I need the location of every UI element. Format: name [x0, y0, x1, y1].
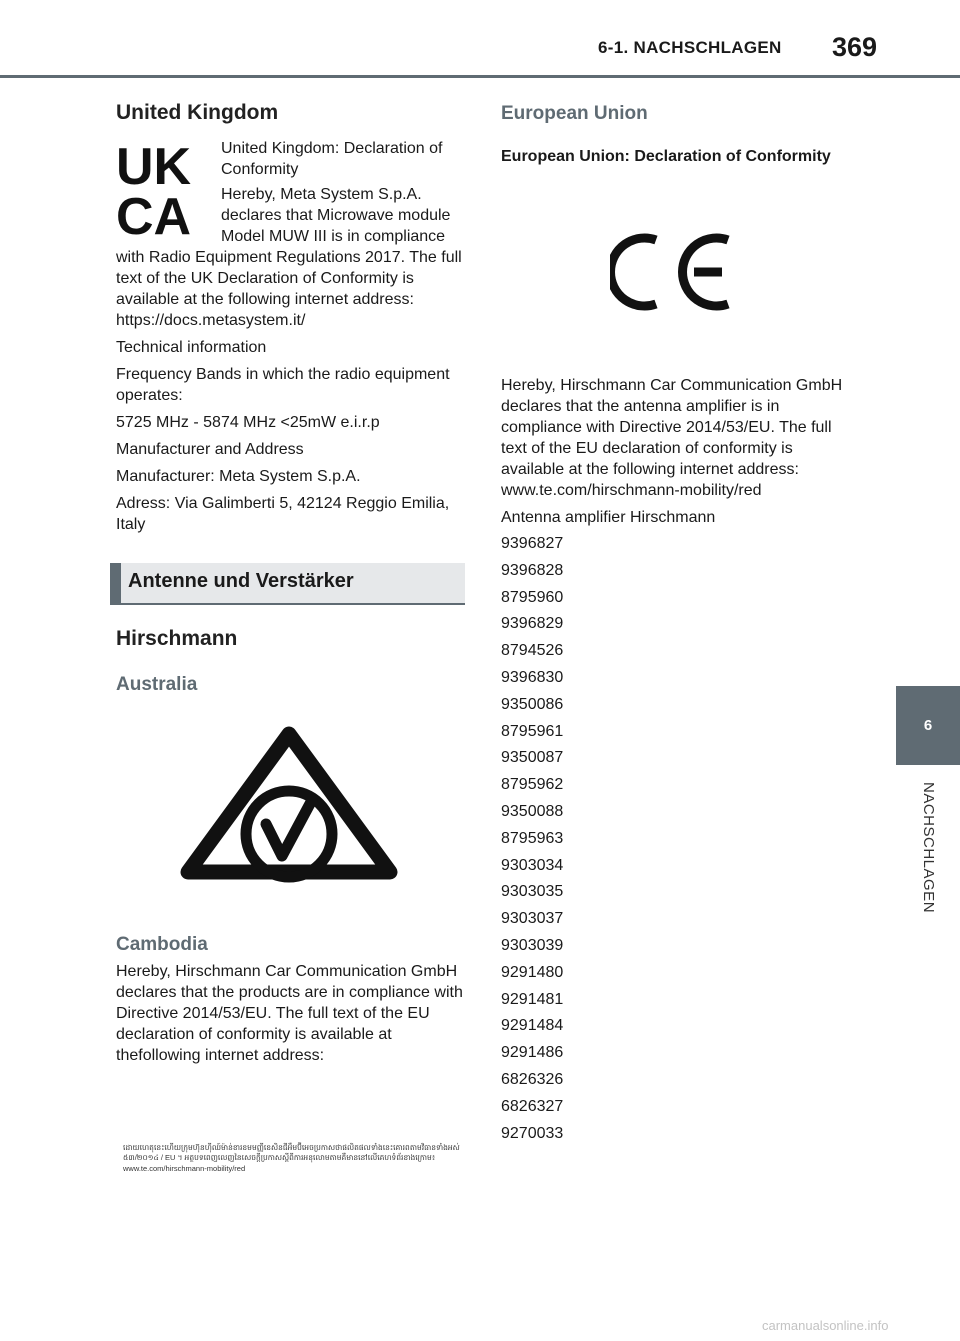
- part-number-item: 8795963: [501, 829, 564, 847]
- part-number-item: 9396830: [501, 668, 564, 686]
- ukca-top-text: UK: [116, 140, 192, 196]
- uk-declaration-title: [221, 138, 461, 186]
- page-number: 369: [832, 32, 878, 62]
- part-number-list: [501, 531, 701, 1147]
- part-number-item: 9270033: [501, 1124, 564, 1142]
- uk-intro-text-content: Hereby, Meta System S.p.A. declares that Microwave module Model MUW III is in compliance with Radio Equipment Regulations 2017. The full text of the UK Declaration of Conformity is available at the following internet address: https://docs.metasystem.it/: [116, 186, 462, 329]
- part-number-item: 9350087: [501, 749, 564, 767]
- part-number-item: 9303039: [501, 936, 564, 954]
- ce-mark-icon: [610, 228, 734, 316]
- part-number-item: 9303034: [501, 856, 564, 874]
- part-number-item: 6826326: [501, 1070, 564, 1088]
- part-number-item: 8795962: [501, 776, 564, 794]
- antenna-heading: Antenne und Verstärker: [128, 570, 354, 592]
- uk-section: [116, 102, 466, 123]
- header-rule: [0, 75, 960, 78]
- part-number-item: 9350088: [501, 802, 564, 820]
- eu-subheading: European Union: Declaration of Conformity: [501, 148, 831, 165]
- australia-section: [116, 674, 466, 695]
- chapter-vertical-label: NACHSCHLAGEN: [920, 782, 937, 914]
- part-number-item: 9291480: [501, 963, 564, 981]
- eu-section: [501, 103, 861, 173]
- rcm-triangle-check-icon: [176, 722, 402, 890]
- antenna-heading-box: [110, 563, 465, 605]
- section-title: 6-1. NACHSCHLAGEN: [598, 38, 782, 57]
- part-number-item: 9291481: [501, 990, 564, 1008]
- uk-mfr-value: Manufacturer: Meta System S.p.A.: [116, 468, 361, 485]
- eu-body: [501, 375, 846, 534]
- uk-address: Adress: Via Galimberti 5, 42124 Reggio Emilia, Italy: [116, 495, 450, 533]
- watermark: carmanualsonline.info: [762, 1318, 889, 1333]
- part-number-item: 9303037: [501, 910, 564, 928]
- hirschmann-heading: Hirschmann: [116, 627, 238, 650]
- uk-freq-label: Frequency Bands in which the radio equipment operates:: [116, 366, 450, 404]
- part-number-item: 9396828: [501, 561, 564, 579]
- uk-freq-value: 5725 MHz - 5874 MHz <25mW e.i.r.p: [116, 414, 380, 431]
- part-number-item: 8794526: [501, 642, 564, 660]
- cambodia-text: Hereby, Hirschmann Car Communication GmbH declares that the products are in compliance with Directive 2014/53/EU. The full text of the EU declaration of conformity is available at thefollowing internet address:: [116, 963, 463, 1064]
- part-number-item: 9396829: [501, 615, 564, 633]
- australia-heading: Australia: [116, 674, 198, 695]
- khmer-declaration-text: ដោយហេតុនេះហើយក្រុមហ៊ុនហ៊ីឈ៍ម៉ាន់ខារខមមញ្ញីខេសិនជីអឹមប៊ីអេចប្រកាសថាផលិតផលទាំងនេះគោរពតាមវិធានទាំងអស់ ៥៣/២០១៤ / EU ។ អត្ថបទពេញលេញនៃសេចក្តីប្រកាសស្តីពីការអនុលោមតាមគឺមាននៅលើគេហទំព័រខាងក្រោម៖ www.te.com/hirschmann-mobility/red: [123, 1143, 460, 1173]
- part-number-item: 9291486: [501, 1044, 564, 1062]
- part-number-item: 9350086: [501, 695, 564, 713]
- uk-intro-title: United Kingdom: Declaration of Conformity: [221, 140, 443, 178]
- part-number-item: 8795960: [501, 588, 564, 606]
- uk-technical-info: Technical information: [116, 339, 267, 356]
- eu-heading: European Union: [501, 103, 648, 124]
- part-number-item: 9396827: [501, 535, 564, 552]
- chapter-tab[interactable]: 6: [896, 686, 960, 765]
- cambodia-heading: Cambodia: [116, 934, 208, 955]
- uk-mfr-label: Manufacturer and Address: [116, 441, 304, 458]
- eu-amp-label: Antenna amplifier Hirschmann: [501, 509, 716, 526]
- uk-body: [116, 184, 464, 541]
- ukca-bottom-text: CA: [116, 188, 192, 236]
- cambodia-section: [116, 934, 466, 1072]
- uk-heading: United Kingdom: [116, 101, 279, 124]
- part-number-item: 8795961: [501, 722, 564, 740]
- hirschmann-section: [116, 628, 466, 649]
- eu-text: Hereby, Hirschmann Car Communication GmbH declares that the antenna amplifier is in compliance with Directive 2014/53/EU. The full text of the EU declaration of conformity is available at the following internet address: www.te.com/hirschmann-mobility/red: [501, 377, 843, 499]
- part-number-item: 6826327: [501, 1097, 564, 1115]
- part-number-item: 9291484: [501, 1017, 564, 1035]
- part-number-item: 9303035: [501, 883, 564, 901]
- uk-intro-text: [116, 184, 464, 331]
